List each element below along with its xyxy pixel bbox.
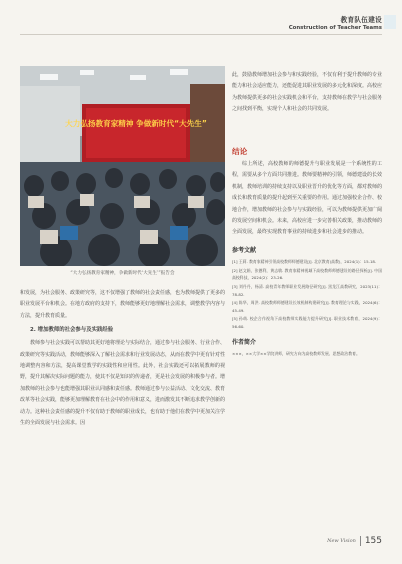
header-accent-bar — [384, 15, 396, 29]
references-heading: 参考文献 — [232, 246, 257, 254]
reference-item: [4] 陈华，周洪. 高校教师师德建设长效机制构建研究[J]. 教育理论与实践，2024(6)：45-49. — [232, 300, 382, 313]
reference-item: [1] 王莉. 教育家精神引领高校教师师德建设[J]. 北京教育(高教)，2024(1)：15-18. — [232, 259, 377, 265]
left-paragraph-1: 和发展，为社会服务、政策研究等，这不仅增强了教师的社会责任感，也为教师提供了更多的职业发展平台和机会。在地方政府的支持下，教师能够更好地理解社会需求，调整教学内容与方法，提升教育质量。 — [20, 290, 226, 319]
right-paragraph-1: 此，鼓励教师增加社会参与和实践经验，不仅有利于提升教师的专业能力和社会适应能力，还能促进其职业发展的多元化和深度。高校应为教师提供更多的社会实践机会和平台，支持教师在教学与社会服务之间找到平衡，实现个人和社会的共同发展。 — [232, 72, 383, 113]
author-bio: ×××，××大学××学院讲师，研究方向为高校教师发展、思想政治教育。 — [232, 351, 360, 357]
photo-illustration — [20, 66, 225, 266]
references-list — [232, 258, 382, 330]
reference-item: [2] 赵文娟，张德利，黄志敏. 教育家精神视域下高校教师师德建设的路径探析[J]. 中国高校科技，2024(2)：23-26. — [232, 267, 382, 281]
subsection-heading: 2. 增加教师的社会参与及实践经验 — [30, 327, 114, 334]
footer-separator — [360, 536, 361, 546]
reference-item: [5] 孙萌. 校企合作视角下高校教师实践能力提升研究[J]. 职业技术教育，2024(9)：56-60. — [232, 316, 382, 330]
running-header — [232, 14, 382, 31]
lecture-hall-photo — [20, 66, 225, 266]
page-footer — [327, 536, 382, 546]
header-en: Construction of Teacher Teams — [288, 25, 382, 31]
reference-item: [3] 刘丹丹，杨清. 高校青年教师职业发展路径研究[J]. 黑龙江高教研究，2023(11)：78-82. — [232, 284, 382, 297]
author-heading: 作者简介 — [232, 338, 257, 346]
right-column — [232, 70, 382, 357]
photo-caption: “大力弘扬教育家精神，争做新时代‘大先生’”报告会 — [70, 271, 175, 276]
left-paragraph-2: 教师参与社会实践可以帮助其更好地将理论与实际结合，通过参与社会服务、行业合作、政策研究等实践活动，教师能够深入了解社会需求和行业发展动态，从而在教学中更有针对性地调整内容和方法，提高课堂教学的实践性和应用性。此外，社会实践还可以拓展教师的视野，提升其解决实际问题的能力，使其不仅是知识的传递者，更是社会发展的积极参与者。增加教师的社会参与也能增强其职业认同感和责任感。教师通过参与公益活动、文化交流、教育改革等社会实践，能够更加理解教育在社会中的作用和意义，进而激发其不断追求教学创新的动力。这种社会责任感的提升不仅有助于教师的职业成长，也有助于他们在教学中更加关注学生的全面发展与社会需求。因 — [20, 340, 226, 427]
page-number: 155 — [364, 536, 382, 546]
left-column — [20, 288, 225, 429]
footer-magazine-name: New Vision — [327, 538, 356, 544]
header-rule — [20, 34, 382, 35]
header-cn: 教育队伍建设 — [340, 16, 382, 24]
conclusion-paragraph: 综上所述，高校教师的师德提升与职业发展是一个系统性的工程，需要从多个方面共同推进。教师要精神的引领，师德建设的长效机制，教师培训的持续支持以及职业晋升的优化等方面，都对教师的成长和教育质量的提升起到至关重要的作用。通过加强校企合作、校地合作，增加教师的社会参与与实践经验，可以为教师提供更加广阔的发展空间和机会。未来，高校应进一步完善相关政策，推动教师的全面发展，最终实现教育事业的持续进步和社会进步的推动。 — [232, 161, 383, 236]
banner-line-1: 大力弘扬教育家精神 争做新时代“大先生” — [65, 119, 207, 128]
conclusion-heading: 结论 — [232, 146, 248, 156]
